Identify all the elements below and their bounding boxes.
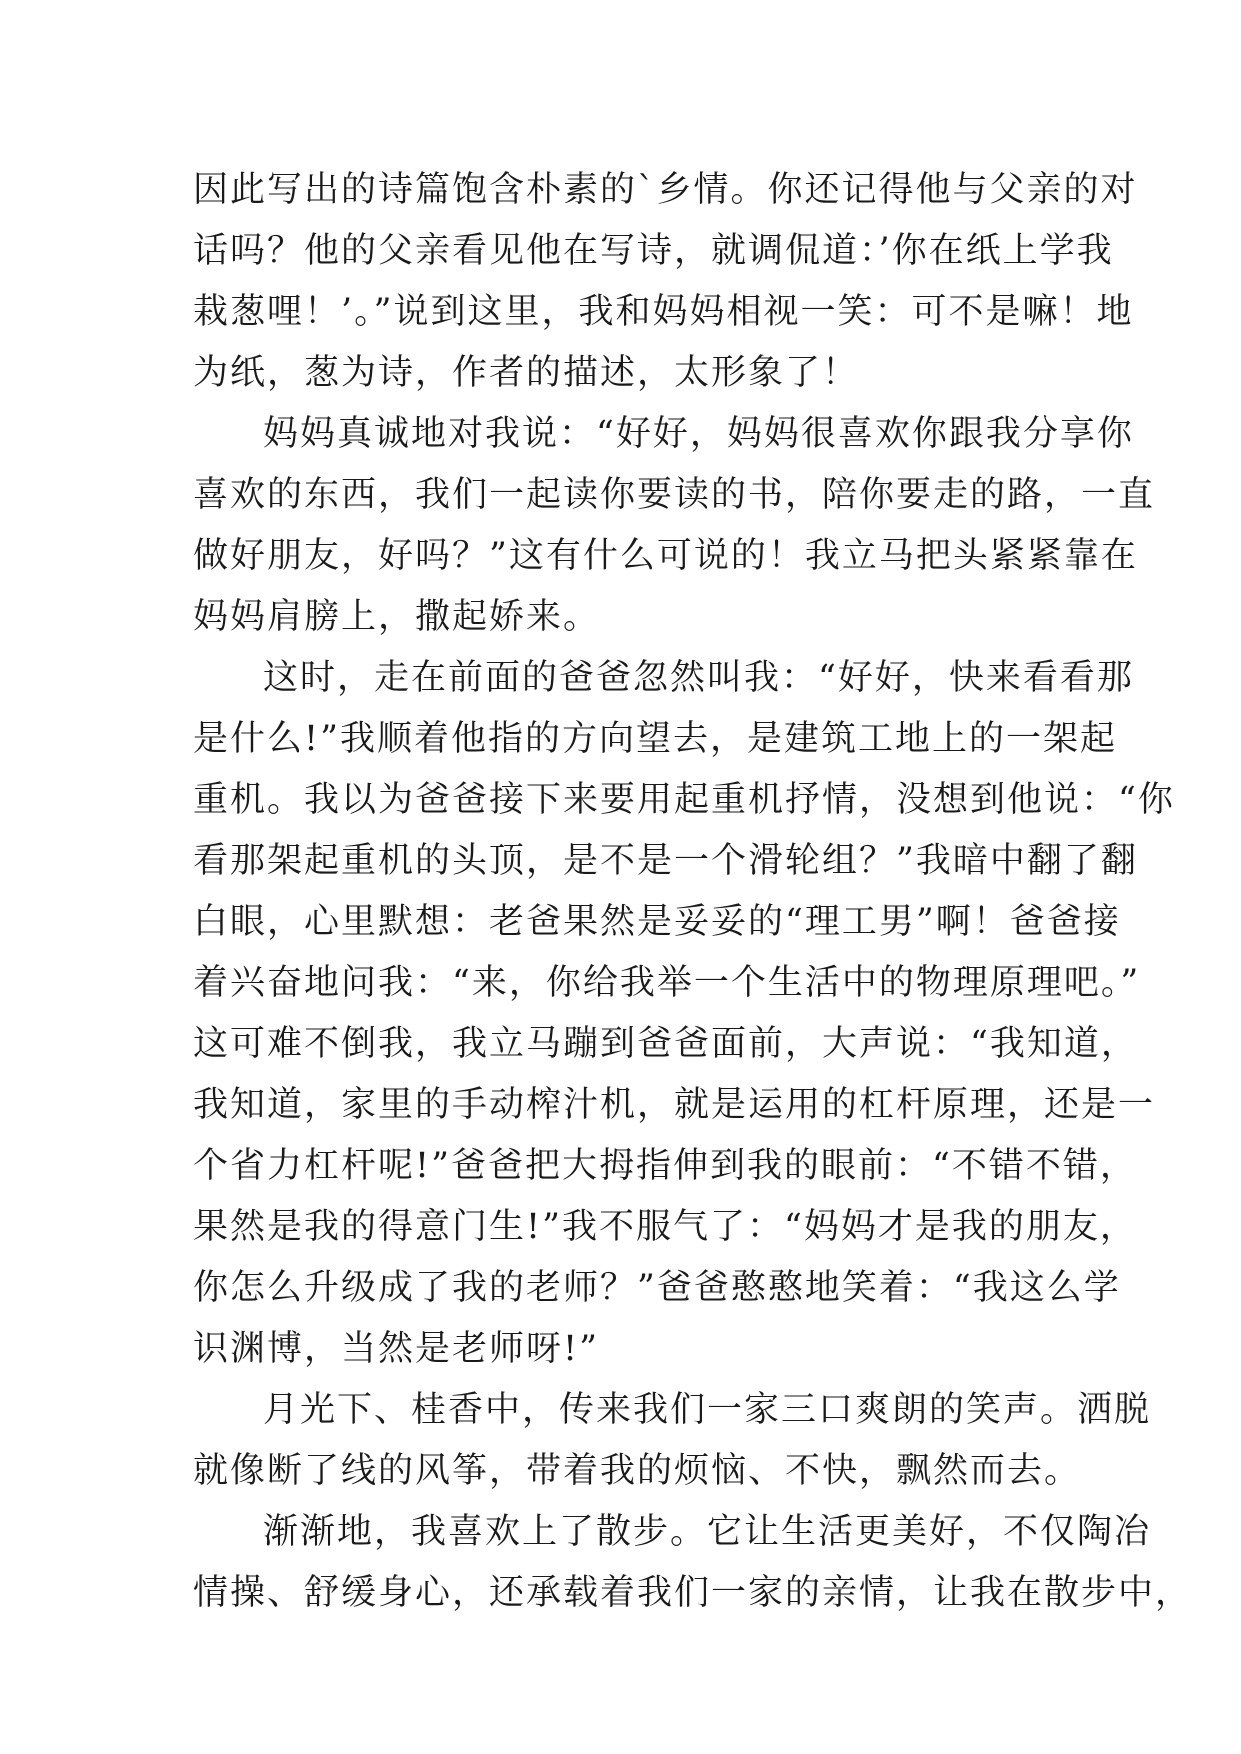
- text-line: 情操、舒缓身心，还承载着我们一家的亲情，让我在散步中，: [193, 1573, 1193, 1613]
- text-line: 喜欢的东西，我们一起读你要读的书，陪你要走的路，一直: [193, 475, 1156, 515]
- text-line: 个省力杠杆呢!”爸爸把大拇指伸到我的眼前：“不错不错，: [193, 1146, 1137, 1186]
- paragraph-first-line: 渐渐地，我喜欢上了散步。它让生活更美好，不仅陶冶: [263, 1512, 1152, 1552]
- text-line: 白眼，心里默想：老爸果然是妥妥的“理工男”啊！爸爸接: [193, 902, 1121, 942]
- text-line: 因此写出的诗篇饱含朴素的`乡情。你还记得他与父亲的对: [193, 170, 1138, 210]
- text-line: 果然是我的得意门生!”我不服气了：“妈妈才是我的朋友，: [193, 1207, 1137, 1247]
- text-line: 妈妈肩膀上，撒起娇来。: [193, 597, 601, 637]
- text-line: 做好朋友，好吗？”这有什么可说的！我立马把头紧紧靠在: [193, 536, 1138, 576]
- text-line: 着兴奋地问我：“来，你给我举一个生活中的物理原理吧。”: [193, 963, 1141, 1003]
- text-line: 识渊博，当然是老师呀!”: [193, 1329, 599, 1369]
- body-text: [193, 160, 1193, 1624]
- paragraph-first-line: 月光下、桂香中，传来我们一家三口爽朗的笑声。洒脱: [263, 1390, 1152, 1430]
- text-line: 是什么!”我顺着他指的方向望去，是建筑工地上的一架起: [193, 719, 1117, 759]
- text-line: 我知道，家里的手动榨汁机，就是运用的杠杆原理，还是一: [193, 1085, 1156, 1125]
- paragraph-first-line: 妈妈真诚地对我说：“好好，妈妈很喜欢你跟我分享你: [263, 414, 1134, 454]
- text-line: 看那架起重机的头顶，是不是一个滑轮组？”我暗中翻了翻: [193, 841, 1138, 881]
- text-line: 栽葱哩！’。”说到这里，我和妈妈相视一笑：可不是嘛！地: [193, 292, 1134, 332]
- text-line: 就像断了线的风筝，带着我的烦恼、不快，飘然而去。: [193, 1451, 1082, 1491]
- text-line: 话吗？他的父亲看见他在写诗，就调侃道：’你在纸上学我: [193, 231, 1114, 271]
- text-line: 这可难不倒我，我立马蹦到爸爸面前，大声说：“我知道，: [193, 1024, 1138, 1064]
- text-line: 重机。我以为爸爸接下来要用起重机抒情，没想到他说：“你: [193, 780, 1175, 820]
- text-line: 为纸，葱为诗，作者的描述，太形象了！: [193, 353, 860, 393]
- text-line: 你怎么升级成了我的老师？”爸爸憨憨地笑着：“我这么学: [193, 1268, 1121, 1308]
- paragraph-first-line: 这时，走在前面的爸爸忽然叫我：“好好，快来看看那: [263, 658, 1134, 698]
